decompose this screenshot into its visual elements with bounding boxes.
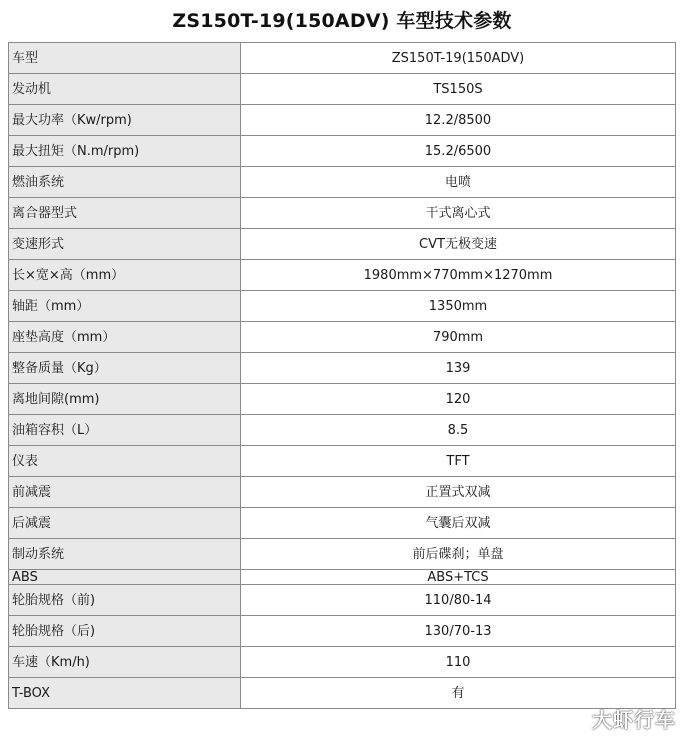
spec-value: 110/80-14	[241, 585, 676, 616]
spec-label: ABS	[9, 570, 241, 585]
spec-value: 120	[241, 384, 676, 415]
spec-label: 最大功率（Kw/rpm)	[9, 105, 241, 136]
spec-value: 气囊后双减	[241, 508, 676, 539]
spec-label: 轴距（mm）	[9, 291, 241, 322]
table-row	[9, 291, 676, 322]
spec-label: 轮胎规格（前)	[9, 585, 241, 616]
spec-label: 轮胎规格（后)	[9, 616, 241, 647]
table-row	[9, 616, 676, 647]
spec-value: 电喷	[241, 167, 676, 198]
spec-value: 正置式双减	[241, 477, 676, 508]
spec-value: 139	[241, 353, 676, 384]
table-row	[9, 43, 676, 74]
table-row	[9, 570, 676, 585]
table-row	[9, 508, 676, 539]
spec-label: 车型	[9, 43, 241, 74]
spec-label: 前减震	[9, 477, 241, 508]
table-row	[9, 198, 676, 229]
spec-value: ABS+TCS	[241, 570, 676, 585]
spec-label: 变速形式	[9, 229, 241, 260]
table-row	[9, 353, 676, 384]
spec-label: 长×宽×高（mm）	[9, 260, 241, 291]
spec-label: 离地间隙(mm)	[9, 384, 241, 415]
spec-value: 前后碟刹；单盘	[241, 539, 676, 570]
spec-table	[8, 42, 676, 709]
spec-label: 仪表	[9, 446, 241, 477]
table-row	[9, 105, 676, 136]
table-row	[9, 136, 676, 167]
table-row	[9, 585, 676, 616]
table-row	[9, 477, 676, 508]
spec-label: T-BOX	[9, 678, 241, 709]
spec-label: 后减震	[9, 508, 241, 539]
spec-value: 1980mm×770mm×1270mm	[241, 260, 676, 291]
spec-value: 110	[241, 647, 676, 678]
spec-value: 干式离心式	[241, 198, 676, 229]
table-row	[9, 74, 676, 105]
spec-value: 1350mm	[241, 291, 676, 322]
spec-value: 12.2/8500	[241, 105, 676, 136]
table-row	[9, 647, 676, 678]
spec-label: 座垫高度（mm）	[9, 322, 241, 353]
spec-value: 790mm	[241, 322, 676, 353]
spec-value: 130/70-13	[241, 616, 676, 647]
spec-label: 车速（Km/h)	[9, 647, 241, 678]
spec-value: CVT无极变速	[241, 229, 676, 260]
spec-label: 离合器型式	[9, 198, 241, 229]
spec-label: 燃油系统	[9, 167, 241, 198]
table-row	[9, 384, 676, 415]
spec-label: 制动系统	[9, 539, 241, 570]
table-row	[9, 446, 676, 477]
spec-label: 油箱容积（L）	[9, 415, 241, 446]
table-row	[9, 415, 676, 446]
table-row	[9, 167, 676, 198]
table-row	[9, 229, 676, 260]
table-row	[9, 322, 676, 353]
spec-value: 有	[241, 678, 676, 709]
table-row	[9, 539, 676, 570]
spec-label: 整备质量（Kg）	[9, 353, 241, 384]
spec-label: 发动机	[9, 74, 241, 105]
spec-value: TS150S	[241, 74, 676, 105]
page-title: ZS150T-19(150ADV) 车型技术参数	[172, 10, 512, 32]
spec-value: 8.5	[241, 415, 676, 446]
spec-value: 15.2/6500	[241, 136, 676, 167]
table-row	[9, 260, 676, 291]
spec-label: 最大扭矩（N.m/rpm)	[9, 136, 241, 167]
watermark: 大虾行车	[592, 708, 676, 732]
spec-value: ZS150T-19(150ADV)	[241, 43, 676, 74]
table-row	[9, 678, 676, 709]
spec-value: TFT	[241, 446, 676, 477]
